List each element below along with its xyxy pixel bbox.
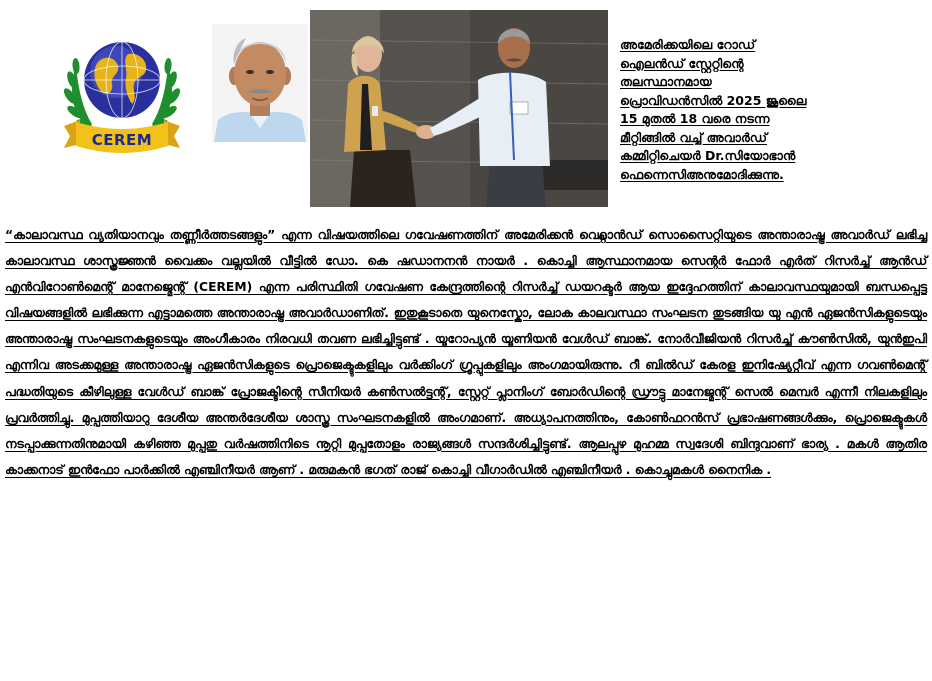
article-body: “കാലാവസ്ഥ വ്യതിയാനവും തണ്ണീർത്തടങ്ങളും” എന്ന വിഷയത്തിലെ ഗവേഷണത്തിന് അമേരിക്കൻ വെറ്റ്ലാൻഡ് സൊസൈറ്റിയുടെ അന്താരാഷ്ട്ര അവാർഡ് ലഭിച്ച കാലാവസ്ഥ ശാസ്ത്രജ്ഞൻ വൈക്കം വല്ലയിൽ വീട്ടിൽ ഡോ. കെ ഷഡാനനൻ നായർ . കൊച്ചി ആസ്ഥാനമായ സെന്റർ ഫോർ എർത് റിസർച്ച് ആൻഡ് എൻവിറോൺമെന്റ് മാനേജ്മെന്റ് (CEREM) എന്ന പരിസ്ഥിതി ഗവേഷണ കേന്ദ്രത്തിന്റെ റിസർച്ച് ഡയറക്ടർ ആയ ഇദ്ദേഹത്തിന് കാലാവസ്ഥയുമായി ബന്ധപ്പെട്ട വിഷയങ്ങളിൽ ലഭിക്കുന്ന എട്ടാമത്തെ അന്താരാഷ്ട്ര അവാർഡാണിത്. ഇതുകൂടാതെ യുനെസ്കോ, ലോക കാലവസ്ഥാ സംഘടന തുടങ്ങിയ യു എൻ ഏജൻസികളുടെയും അന്താരാഷ്ട്ര സംഘടനകളുടെയും അംഗീകാരം നിരവധി തവണ ലഭിച്ചിട്ടുണ്ട് . യൂറോപ്യൻ യൂണിയൻ വേൾഡ് ബാങ്ക്. നോർവീജിയൻ റിസർച്ച് കൗൺസിൽ, യുൻഇപി എന്നിവ അടക്കമുള്ള അന്താരാഷ്ട്ര ഏജൻസികളുടെ പ്രൊജെക്ടുകളിലും വർക്കിംഗ് ഗ്രൂപ്പുകളിലും അംഗമായിരുന്നു. റീ ബിൽഡ് കേരള ഇനിഷ്യേറ്റീവ് എന്ന ഗവൺമെന്റ് പദ്ധതിയുടെ കീഴിലുള്ള വേൾഡ് ബാങ്ക് പ്രോജക്ടിന്റെ സീനിയർ കൺസൽട്ടന്റ്, സ്റ്റേറ്റ് പ്ലാനിംഗ് ബോർഡിന്റെ ഡ്രൗട്ടു മാനേജ്മന്റ് സെൽ മെമ്പർ എന്നീ നിലകളിലും പ്രവർത്തിച്ചു. മുപ്പത്തിയാറു ദേശീയ അന്തർദേശീയ ശാസ്ത്ര സംഘടനകളിൽ അംഗമാണ്. അധ്യാപനത്തിനും, കോൺഫറൻസ് പ്രഭാഷണങ്ങൾക്കും, പ്രൊജെക്ടുകൾ നടപ്പാക്കുന്നതിനുമായി കഴിഞ്ഞ മുപ്പതു വർഷത്തിനിടെ നൂറ്റി മുപ്പതോളം രാജ്യങ്ങൾ സന്ദർശിച്ചിട്ടുണ്ട്. ആലപ്പുഴ മുഹമ്മ സ്വദേശി ബിന്ദുവാണ് ഭാര്യ . മകൾ ആതിര കാക്കനാട് ഇൻഫോ പാർക്കിൽ എഞ്ചിനീയർ ആണ് . മരുമകൻ ഭഗത് രാജ് കൊച്ചി വീഗാർഡിൽ എഞ്ചിനീയർ . കൊച്ചുമകൾ നൈനിക . [5, 228, 927, 477]
award-photo [310, 10, 608, 207]
photo-caption: അമേരിക്കയിലെ റോഡ് ഐലൻഡ് സ്റ്റേറ്റിന്റെ തലസ്ഥാനമായ പ്രൊവിഡൻസിൽ 2025 ജൂലൈ 15 മുതൽ 18 വരെ നടന്ന മീറ്റിങ്ങിൽ വച്ച് അവാർഡ് കമ്മിറ്റിചെയർ Dr.സിയോഭാൻ ഫെന്നെസിഅനുമോദിക്കുന്നു. [620, 37, 807, 182]
ribbon-banner [64, 120, 180, 153]
award-photo-image [310, 10, 608, 207]
cerem-logo-graphic [58, 28, 186, 158]
globe-icon [84, 42, 160, 118]
portrait-image [212, 24, 308, 142]
scientist-portrait [212, 24, 308, 142]
logo-text: CEREM [91, 131, 153, 149]
cerem-logo [58, 28, 186, 158]
